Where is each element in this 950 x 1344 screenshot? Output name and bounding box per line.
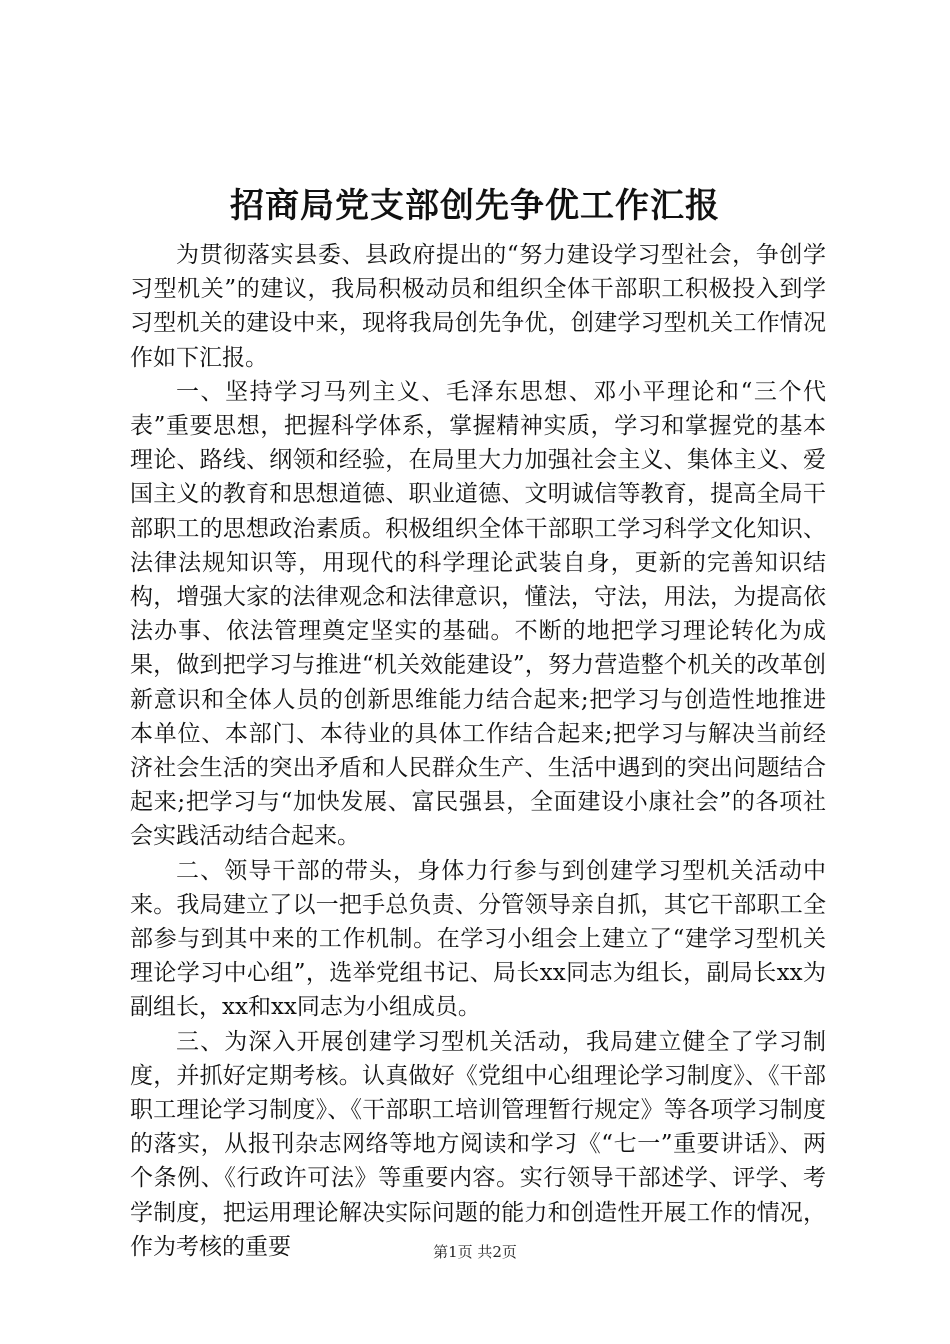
document-title: 招商局党支部创先争优工作汇报 [230, 186, 720, 226]
document-body [130, 238, 826, 1264]
paragraph-section-one: 一、坚持学习马列主义、毛泽东思想、邓小平理论和“三个代表”重要思想，把握科学体系，掌握精神实质，学习和掌握党的基本理论、路线、纲领和经验，在局里大力加强社会主义、集体主义、爱国主义的教育和思想道德、职业道德、文明诚信等教育，提高全局干部职工的思想政治素质。积极组织全体干部职工学习科学文化知识、法律法规知识等，用现代的科学理论武装自身，更新的完善知识结构，增强大家的法律观念和法律意识，懂法，守法，用法，为提高依法办事、依法管理奠定坚实的基础。不断的地把学习理论转化为成果，做到把学习与推进“机关效能建设”，努力营造整个机关的改革创新意识和全体人员的创新思维能力结合起来;把学习与创造性地推进本单位、本部门、本待业的具体工作结合起来;把学习与解决当前经济社会生活的突出矛盾和人民群众生产、生活中遇到的突出问题结合起来;把学习与“加快发展、富民强县，全面建设小康社会”的各项社会实践活动结合起来。 [130, 378, 826, 850]
paragraph-section-three: 三、为深入开展创建学习型机关活动，我局建立健全了学习制度，并抓好定期考核。认真做好《党组中心组理论学习制度》、《干部职工理论学习制度》、《干部职工培训管理暂行规定》等各项学习制度的落实，从报刊杂志网络等地方阅读和学习《“七一”重要讲话》、两个条例、《行政许可法》等重要内容。实行领导干部述学、评学、考学制度，把运用理论解决实际问题的能力和创造性开展工作的情况，作为考核的重要 [130, 1028, 826, 1260]
page-number-footer: 第1页 共2页 [433, 1243, 517, 1261]
paragraph-section-two: 二、领导干部的带头，身体力行参与到创建学习型机关活动中来。我局建立了以一把手总负责、分管领导亲自抓，其它干部职工全部参与到其中来的工作机制。在学习小组会上建立了“建学习型机关理论学习中心组”，选举党组书记、局长xx同志为组长，副局长xx为副组长，xx和xx同志为小组成员。 [130, 857, 826, 1021]
paragraph-intro: 为贯彻落实县委、县政府提出的“努力建设学习型社会，争创学习型机关”的建议，我局积极动员和组织全体干部职工积极投入到学习型机关的建设中来，现将我局创先争优，创建学习型机关工作情况作如下汇报。 [130, 242, 826, 371]
